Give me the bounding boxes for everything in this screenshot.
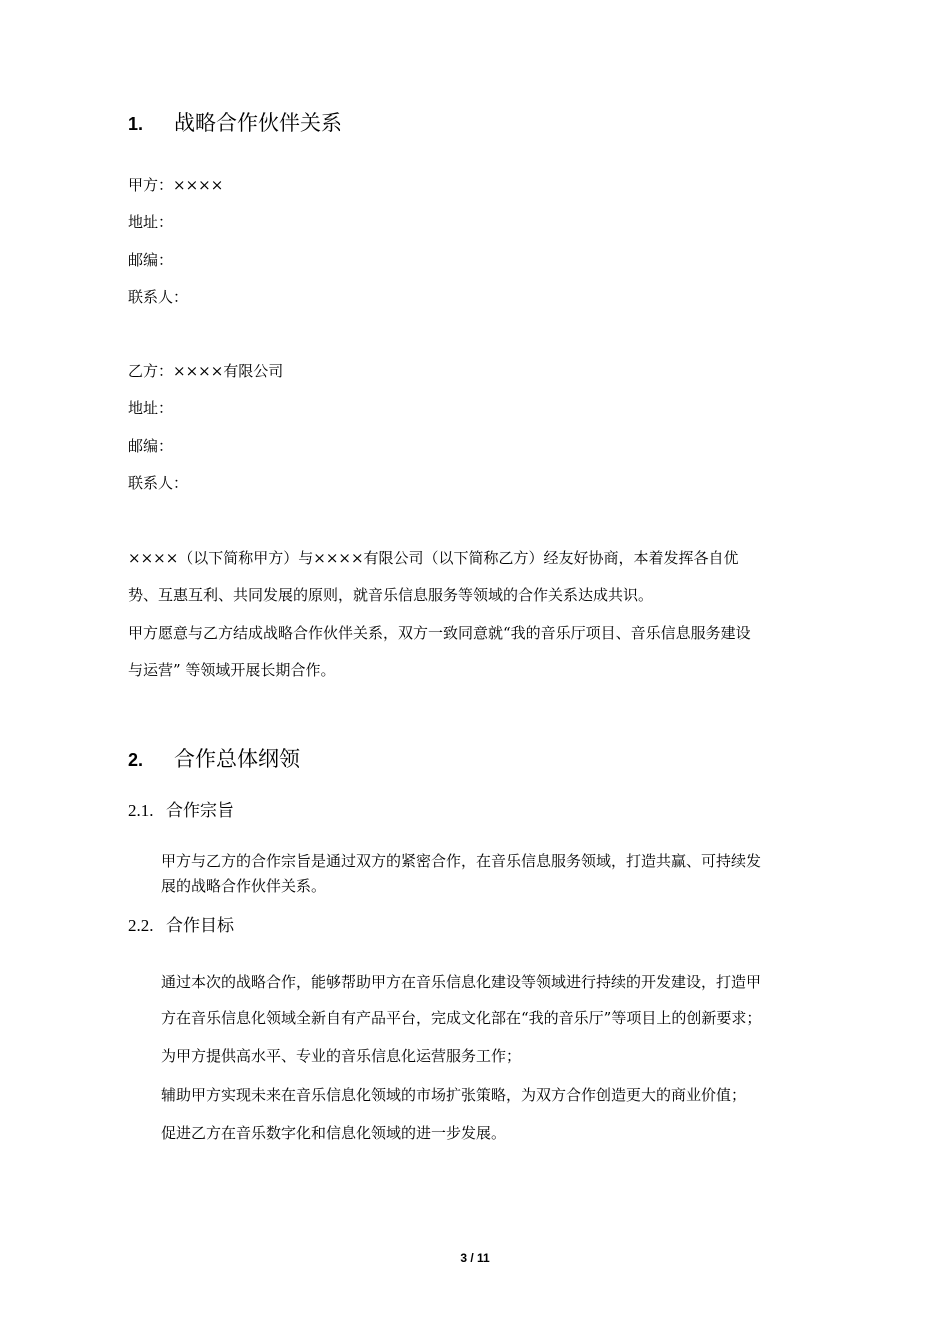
section-1-number: 1. (128, 114, 144, 134)
section-1-title: 战略合作伙伴关系 (174, 111, 342, 135)
section-2-heading (128, 745, 300, 774)
party-b-contact: 联系人： (128, 474, 189, 492)
subsection-2-1-line-2: 展的战略合作伙伴关系。 (161, 877, 327, 895)
intro-paragraph-1-line-2: 势、互惠互利、共同发展的原则，就音乐信息服务等领域的合作关系达成共识。 (128, 586, 654, 604)
subsection-2-2-heading (128, 915, 234, 937)
section-1-heading (128, 109, 342, 138)
subsection-2-1-line-1: 甲方与乙方的合作宗旨是通过双方的紧密合作，在音乐信息服务领域，打造共赢、可持续发 (161, 852, 762, 870)
subsection-2-2-line-4: 辅助甲方实现未来在音乐信息化领域的市场扩张策略，为双方合作创造更大的商业价值； (161, 1086, 747, 1104)
party-a-address: 地址： (128, 213, 174, 231)
subsection-2-1-heading (128, 800, 234, 822)
subsection-2-1-number: 2.1. (128, 801, 154, 820)
party-b-name: 乙方：××××有限公司 (128, 362, 284, 380)
subsection-2-2-line-5: 促进乙方在音乐数字化和信息化领域的进一步发展。 (161, 1124, 507, 1142)
party-b-address: 地址： (128, 399, 174, 417)
subsection-2-2-number: 2.2. (128, 916, 154, 935)
subsection-2-2-line-1: 通过本次的战略合作，能够帮助甲方在音乐信息化建设等领域进行持续的开发建设，打造甲 (161, 973, 762, 991)
intro-paragraph-2-line-2: 与运营” 等领域开展长期合作。 (128, 661, 336, 679)
party-a-name: 甲方：×××× (128, 176, 224, 194)
page-number-footer: 3 / 11 (460, 1251, 490, 1265)
section-2-title: 合作总体纲领 (174, 747, 300, 771)
intro-paragraph-1-line-1: ××××（以下简称甲方）与××××有限公司（以下简称乙方）经友好协商，本着发挥各自优 (128, 549, 739, 567)
section-2-number: 2. (128, 750, 144, 770)
party-a-postcode: 邮编： (128, 251, 174, 269)
subsection-2-1-title: 合作宗旨 (166, 801, 234, 821)
party-b-postcode: 邮编： (128, 437, 174, 455)
party-a-contact: 联系人： (128, 288, 189, 306)
subsection-2-2-line-3: 为甲方提供高水平、专业的音乐信息化运营服务工作； (161, 1047, 522, 1065)
subsection-2-2-line-2: 方在音乐信息化领域全新自有产品平台，完成文化部在“我的音乐厅”等项目上的创新要求； (161, 1009, 762, 1027)
subsection-2-2-title: 合作目标 (166, 916, 234, 936)
intro-paragraph-2-line-1: 甲方愿意与乙方结成战略合作伙伴关系，双方一致同意就“我的音乐厅项目、音乐信息服务建设 (128, 624, 751, 642)
